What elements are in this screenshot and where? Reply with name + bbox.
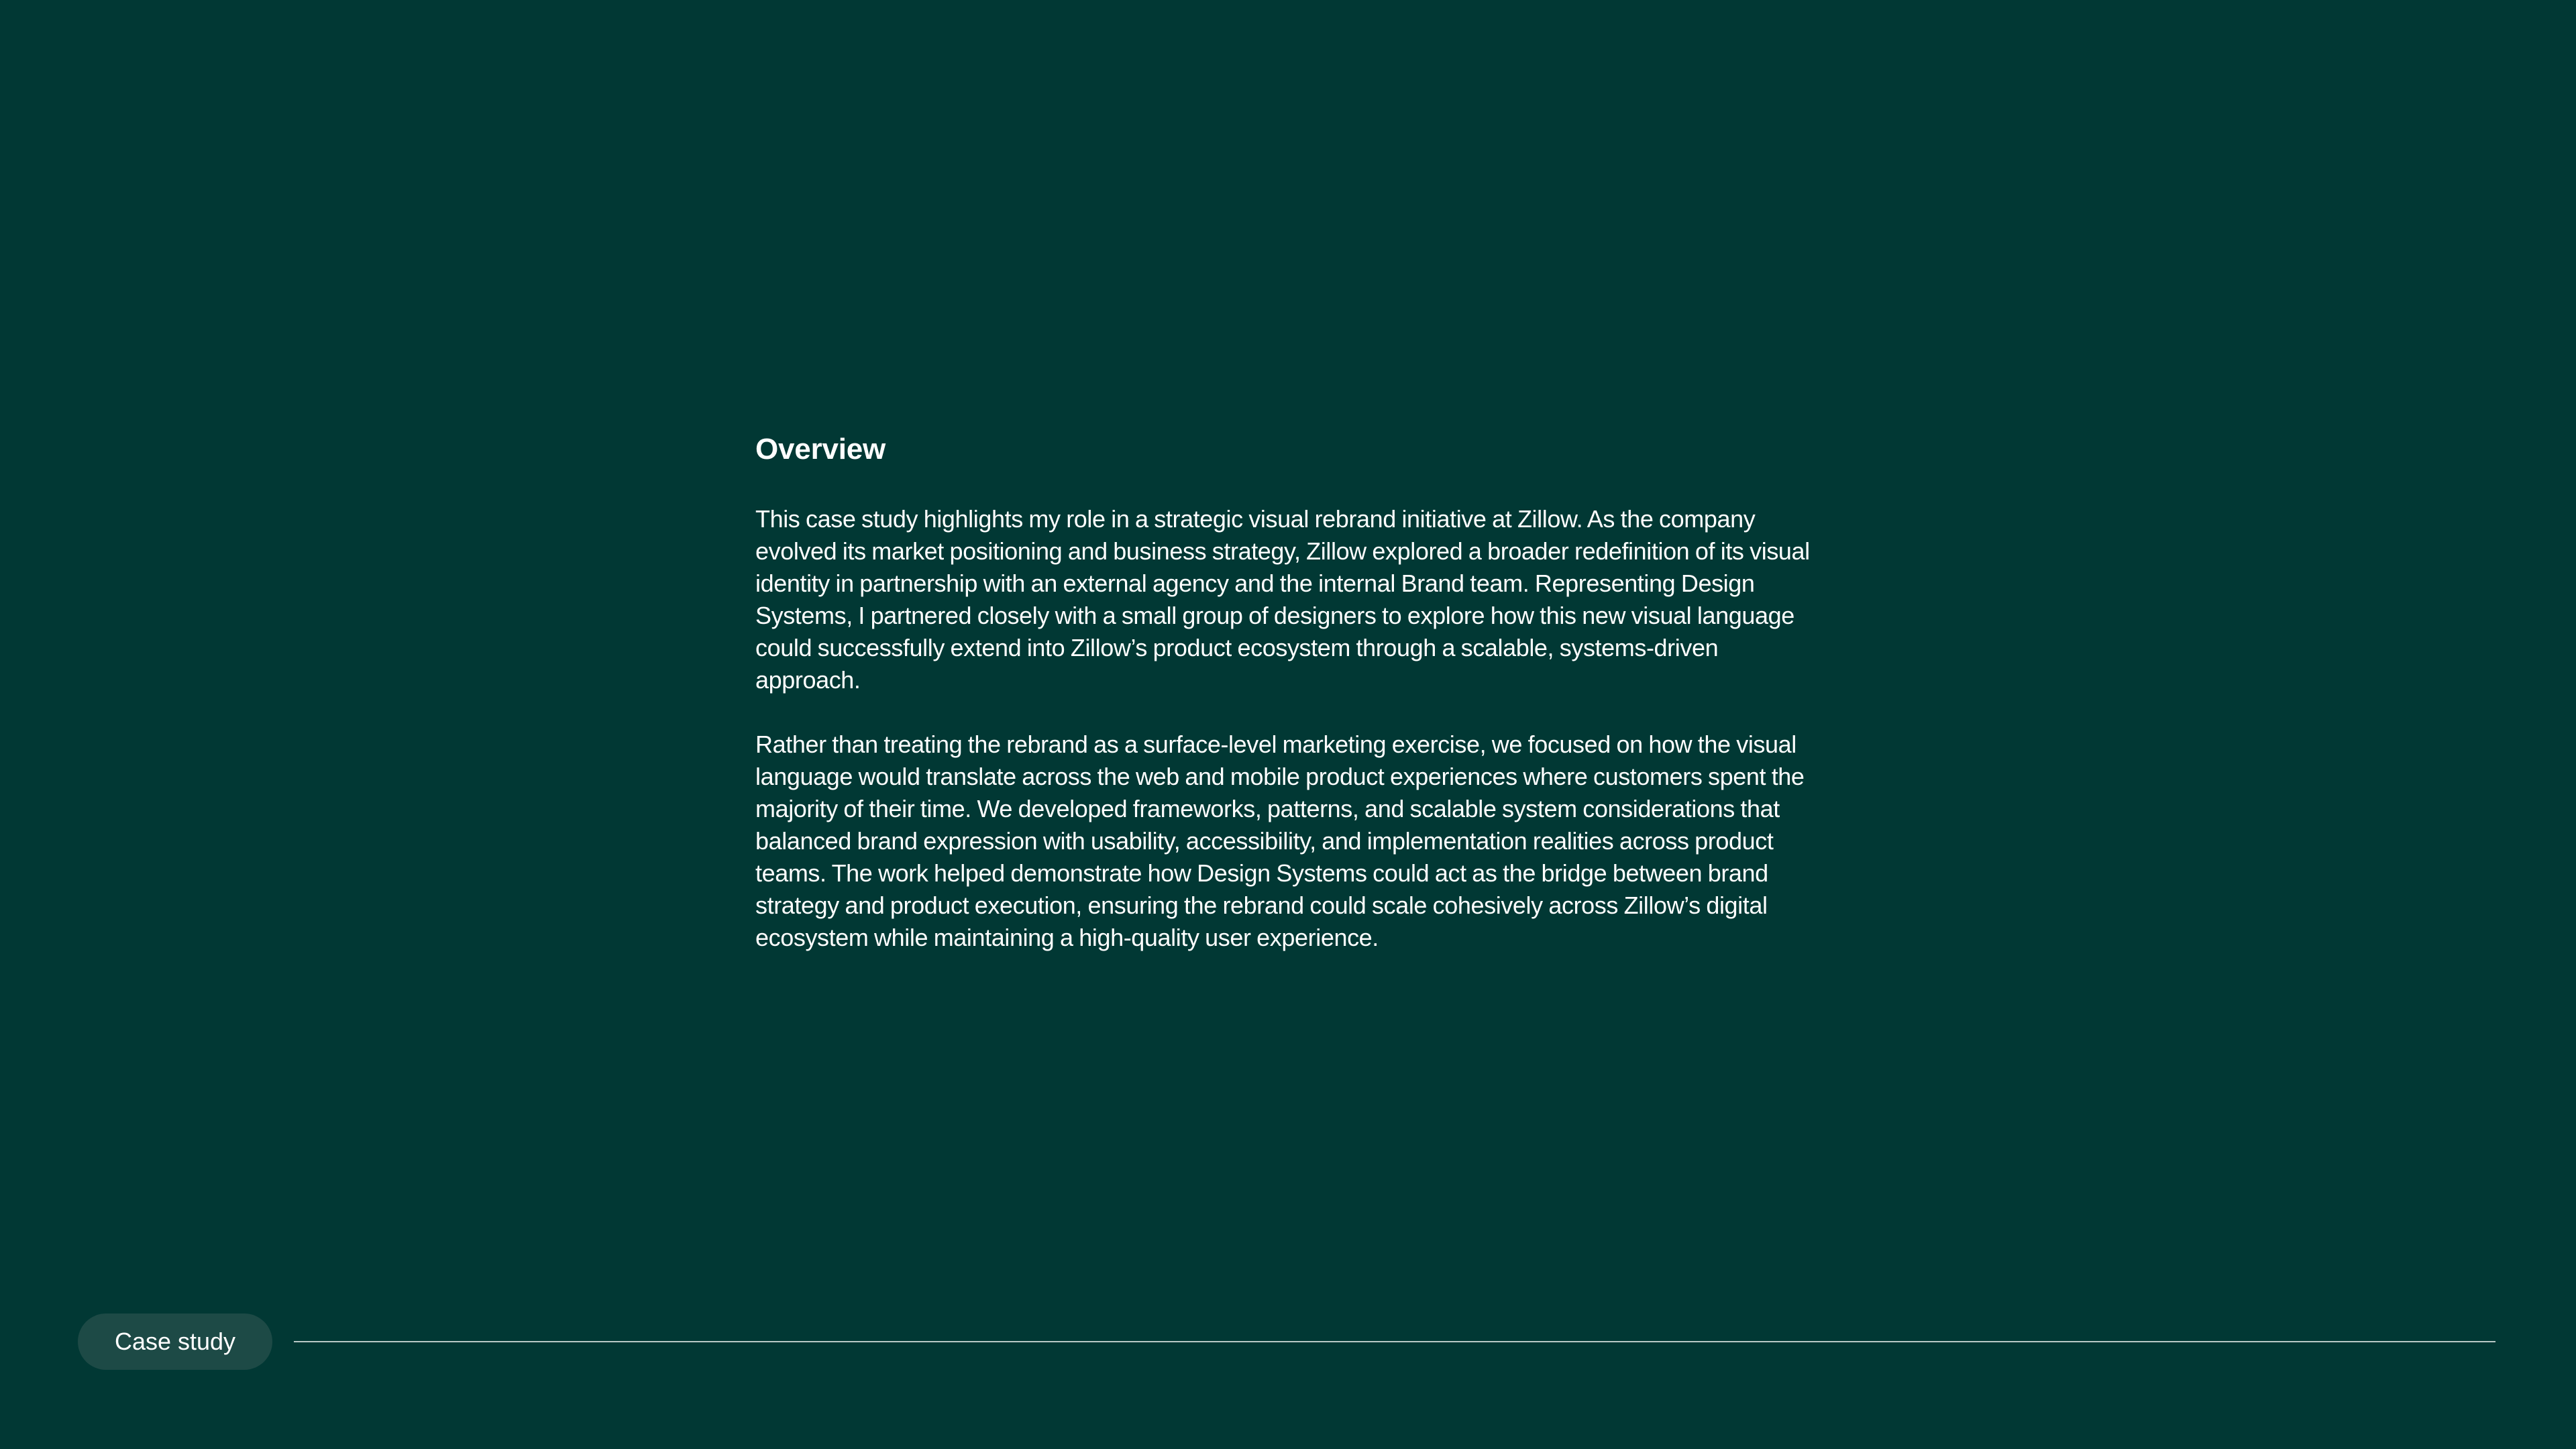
footer-bar <box>78 1313 2496 1370</box>
overview-paragraph-2: Rather than treating the rebrand as a surface-level marketing exercise, we focused on how the visual language would translate across the web and mobile product experiences where customers spent the majority of their time. We developed frameworks, patterns, and scalable system considerations that balanced brand expression with usability, accessibility, and implementation realities across product teams. The work helped demonstrate how Design Systems could act as the bridge between brand strategy and product execution, ensuring the rebrand could scale cohesively across Zillow’s digital ecosystem while maintaining a high-quality user experience. <box>755 731 1805 951</box>
footer-divider <box>294 1341 2496 1342</box>
case-study-tag[interactable]: Case study <box>78 1313 272 1370</box>
overview-heading: Overview <box>755 433 886 466</box>
overview-paragraph-1: This case study highlights my role in a strategic visual rebrand initiative at Zillow. As the company evolved its market positioning and business strategy, Zillow explored a broader redefinition of its visual identity in partnership with an external agency and the internal Brand team. Representing Design Systems, I partnered closely with a small group of designers to explore how this new visual language could successfully extend into Zillow’s product ecosystem through a scalable, systems-driven approach. <box>755 505 1810 694</box>
overview-section <box>755 429 1829 954</box>
